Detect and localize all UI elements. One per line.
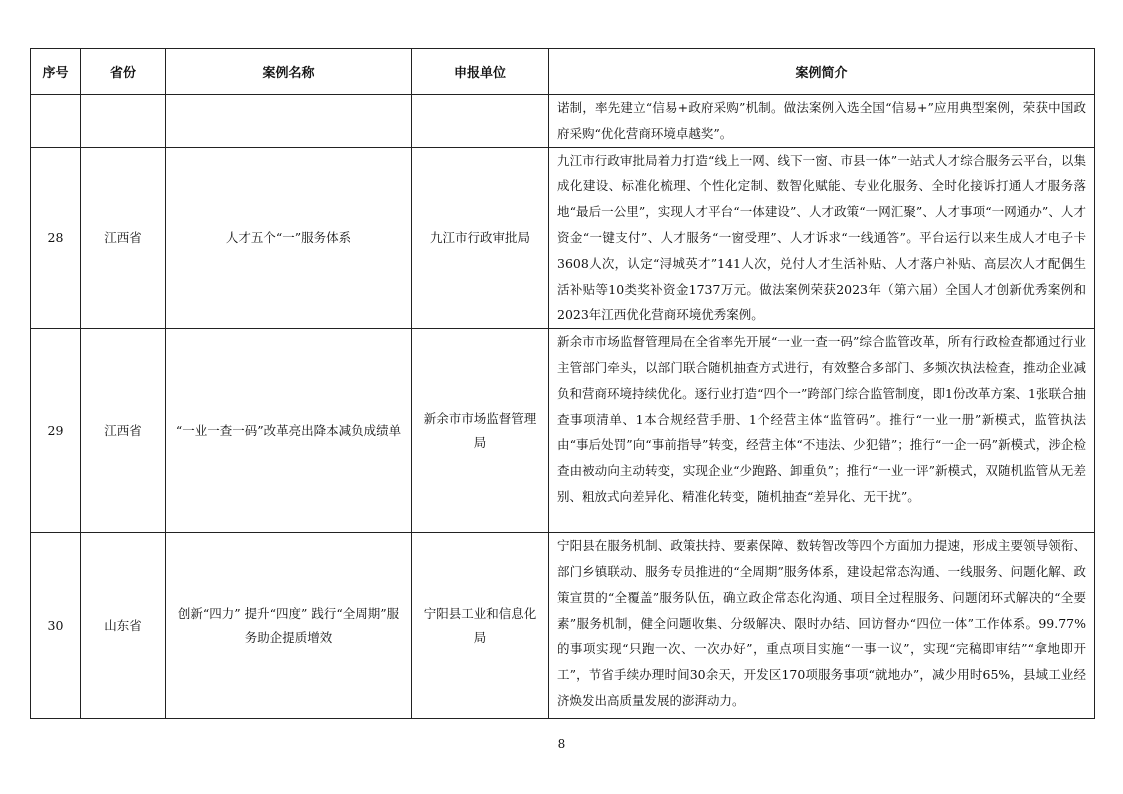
table-row <box>31 329 1095 533</box>
cell-province <box>81 95 166 148</box>
cell-summary: 九江市行政审批局着力打造“线上一网、线下一窗、市县一体”一站式人才综合服务云平台，以集成化建设、标准化梳理、个性化定制、数智化赋能、专业化服务、全时化接诉打通人才服务落地“最后一公里”，实现人才平台“一体建设”、人才政策“一网汇聚”、人才事项“一网通办”、人才资金“一键支付”、人才服务“一窗受理”、人才诉求“一线通答”。平台运行以来生成人才电子卡3608人次，认定“浔城英才”141人次，兑付人才生活补贴、人才落户补贴、高层次人才配偶生活补贴等10类奖补资金1737万元。做法案例荣获2023年（第六届）全国人才创新优秀案例和2023年江西优化营商环境优秀案例。 <box>549 147 1095 329</box>
cell-index: 28 <box>31 147 81 329</box>
header-province: 省份 <box>81 49 166 95</box>
cell-unit: 宁阳县工业和信息化局 <box>412 533 549 719</box>
cell-case-name: 创新“四力” 提升“四度” 践行“全周期”服务助企提质增效 <box>166 533 412 719</box>
header-index: 序号 <box>31 49 81 95</box>
cell-province: 山东省 <box>81 533 166 719</box>
cell-unit <box>412 95 549 148</box>
cell-index <box>31 95 81 148</box>
cell-province: 江西省 <box>81 329 166 533</box>
cell-summary: 诺制，率先建立“信易+政府采购”机制。做法案例入选全国“信易+”应用典型案例，荣获中国政府采购“优化营商环境卓越奖”。 <box>549 95 1095 148</box>
cell-unit: 九江市行政审批局 <box>412 147 549 329</box>
cell-index: 29 <box>31 329 81 533</box>
table-header-row <box>31 49 1095 95</box>
cell-province: 江西省 <box>81 147 166 329</box>
cell-index: 30 <box>31 533 81 719</box>
page-number: 8 <box>557 737 566 751</box>
table-row <box>31 147 1095 329</box>
cell-case-name <box>166 95 412 148</box>
header-unit: 申报单位 <box>412 49 549 95</box>
cell-summary: 宁阳县在服务机制、政策扶持、要素保障、数转智改等四个方面加力提速，形成主要领导领衔、部门乡镇联动、服务专员推进的“全周期”服务体系，建设起常态沟通、一线服务、问题化解、政策宣贯的“全覆盖”服务队伍，确立政企常态化沟通、项目全过程服务、问题闭环式解决的“全要素”服务机制，健全问题收集、分级解决、限时办结、回访督办“四位一体”工作体系。99.77%的事项实现“只跑一次、一次办好”，重点项目实施“一事一议”，实现“完稿即审结”“拿地即开工”，节省手续办理时间30余天，开发区170项服务事项“就地办”，减少用时65%，县域工业经济焕发出高质量发展的澎湃动力。 <box>549 533 1095 719</box>
table-row <box>31 533 1095 719</box>
cell-summary: 新余市市场监督管理局在全省率先开展“一业一查一码”综合监管改革，所有行政检查都通过行业主管部门牵头，以部门联合随机抽查方式进行，有效整合多部门、多频次执法检查，推动企业减负和营商环境持续优化。逐行业打造“四个一”跨部门综合监管制度，即1份改革方案、1张联合抽查事项清单、1本合规经营手册、1个经营主体“监管码”。推行“一业一册”新模式，监管执法由“事后处罚”向“事前指导”转变，经营主体“不违法、少犯错”；推行“一企一码”新模式，涉企检查由被动向主动转变，实现企业“少跑路、卸重负”；推行“一业一评”新模式，双随机监管从无差别、粗放式向差异化、精准化转变，随机抽查“差异化、无干扰”。 <box>549 329 1095 533</box>
header-summary: 案例简介 <box>549 49 1095 95</box>
cell-case-name: 人才五个“一”服务体系 <box>166 147 412 329</box>
cell-case-name: “一业一查一码”改革亮出降本减负成绩单 <box>166 329 412 533</box>
header-case-name: 案例名称 <box>166 49 412 95</box>
cell-unit: 新余市市场监督管理局 <box>412 329 549 533</box>
table-row <box>31 95 1095 148</box>
case-table <box>30 48 1095 719</box>
